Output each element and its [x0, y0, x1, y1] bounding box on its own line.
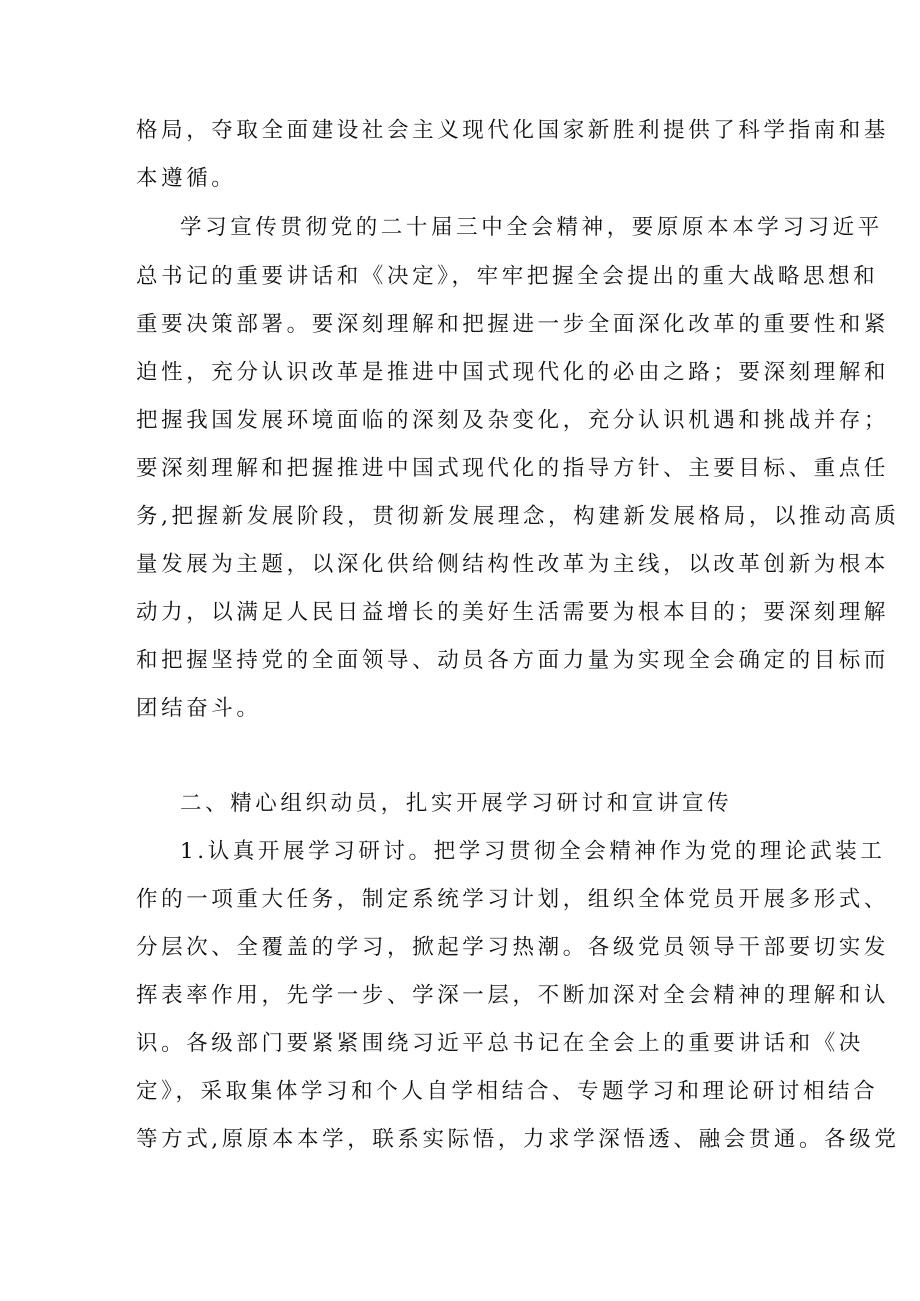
paragraph-2-line-8: 量发展为主题，以深化供给侧结构性改革为主线，以改革创新为根本: [136, 552, 890, 577]
paragraph-2-line-2: 总书记的重要讲话和《决定》，牢牢把握全会提出的重大战略思想和: [136, 264, 879, 289]
paragraph-2-line-6: 要深刻理解和把握推进中国式现代化的指导方针、主要目标、重点任: [136, 456, 890, 481]
paragraph-2-line-9: 动力，以满足人民日益增长的美好生活需要为根本目的；要深刻理解: [136, 600, 890, 625]
paragraph-2-line-7: 务,把握新发展阶段，贯彻新发展理念，构建新发展格局，以推动高质: [136, 504, 900, 529]
section-heading: 二、精心组织动员，扎实开展学习研讨和宣讲宣传: [180, 791, 733, 816]
paragraph-3-line-7: 等方式,原原本本学，联系实际悟，力求学深悟透、融会贯通。各级党: [136, 1127, 900, 1152]
paragraph-2-line-5: 把握我国发展环境面临的深刻及杂变化，充分认识机遇和挑战并存；: [136, 408, 890, 433]
paragraph-1-line-2: 本遵循。: [136, 166, 237, 191]
paragraph-2-line-4: 迫性，充分认识改革是推进中国式现代化的必由之路；要深刻理解和: [136, 360, 890, 385]
paragraph-3-line-3: 分层次、全覆盖的学习，掀起学习热潮。各级党员领导干部要切实发: [136, 935, 890, 960]
paragraph-3-line-6: 定》，采取集体学习和个人自学相结合、专题学习和理论研讨相结合: [136, 1079, 879, 1104]
paragraph-3-line-1: 1.认真开展学习研讨。把学习贯彻全会精神作为党的理论武装工: [180, 839, 886, 864]
paragraph-1-line-1: 格局，夺取全面建设社会主义现代化国家新胜利提供了科学指南和基: [136, 118, 890, 143]
paragraph-3-line-4: 挥表率作用，先学一步、学深一层，不断加深对全会精神的理解和认: [136, 983, 890, 1008]
paragraph-2-line-1: 学习宣传贯彻党的二十届三中全会精神，要原原本本学习习近平: [180, 215, 883, 240]
paragraph-2-line-3: 重要决策部署。要深刻理解和把握进一步全面深化改革的重要性和紧: [136, 312, 890, 337]
paragraph-2-line-11: 团结奋斗。: [136, 696, 262, 721]
paragraph-3-line-2: 作的一项重大任务，制定系统学习计划，组织全体党员开展多形式、: [136, 887, 890, 912]
paragraph-3-line-5: 识。各级部门要紧紧围绕习近平总书记在全会上的重要讲话和《决: [136, 1031, 864, 1056]
paragraph-2-line-10: 和把握坚持党的全面领导、动员各方面力量为实现全会确定的目标而: [136, 648, 890, 673]
